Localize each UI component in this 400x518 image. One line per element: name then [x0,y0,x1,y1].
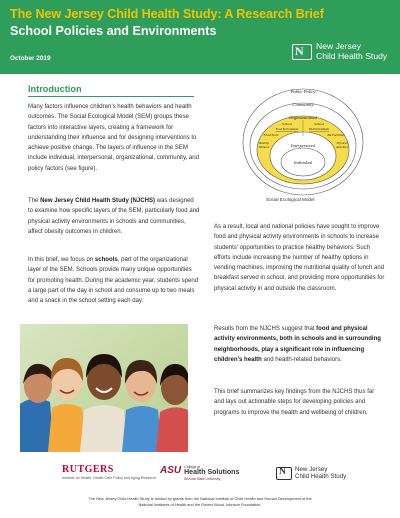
njchs-bold: New Jersey Child Health Study (NJCHS) [40,198,156,204]
footer-logo-line-2: Child Health Study [295,473,347,480]
text-run: , part of the organizational layer of the SEM. Schools provide many unique opportunities for promoting health. During the academic year, students spend a large part of the day in school and consume up to two meals and a snack in the school setting each day. [28,257,199,305]
intro-paragraph-2 [28,196,200,237]
right-paragraph-1: As a result, local and national policies have sought to improve food and physical activity environments in schools to increase students’ opportunities to practice healthy behaviors. Such efforts include increasing the number of healthy options in vending machines, improving the nutritional quality of lunch and breakfast served in school, and providing more opportunities for physical activity in and outside the classroom. [214,224,385,292]
layer-policy: Public Policy [290,89,316,94]
physical-label: Physical [336,141,348,145]
logo-line-2: Child Health Study [316,50,388,61]
brief-subtitle: School Policies and Environments [10,24,217,38]
footnote-line-2: National Institutes of Health and the Robert Wood Johnson Foundation. [138,502,262,508]
brief-date: October 2019 [10,55,51,62]
njchs-footer-logo [276,466,346,480]
text-run: and health-related behaviors. [261,356,342,363]
layer-individual: Individual [293,160,313,165]
school-food-sub: Food Environment [275,127,299,131]
asu-college-of: College of [184,465,201,469]
child-4-shirt [122,406,162,452]
layer-organizational: Organizational [289,115,317,120]
text-run: The [28,198,41,204]
funding-footnote [0,496,400,509]
asu-health-solutions: Health Solutions [184,469,240,476]
pa-facilities-label: PA Facilities [327,133,345,137]
footer-logo-line-1: New Jersey [295,466,328,473]
child-5-shirt [156,407,188,452]
workers-label: Workers [258,145,270,149]
nj-logo-icon [292,44,312,60]
child-2-shirt [48,404,86,452]
sem-caption: Social Ecological Model [266,197,315,202]
child-3-shirt [80,405,128,452]
school-food-label: School [282,122,292,126]
brief-title: The New Jersey Child Health Study: A Research Brief [10,7,324,21]
school-pa-sub: PA Environment [309,127,329,131]
right-paragraph-3: This brief summarizes key findings from the NJCHS thus far and lays out actionable steps for developing policies and programs to improve the health and wellbeing of children. [214,389,375,416]
layer-interpersonal: Interpersonal [291,143,315,148]
activities-label: Activities [336,145,348,149]
asu-mark: ASU [160,465,182,476]
rutgers-subtitle: Institute for Health, Health Care Policy and Aging Research [62,476,157,480]
school-pa-label: School [314,122,324,126]
introduction-heading: Introduction [28,84,82,94]
text-run: Results from the NJCHS suggest that [214,326,317,332]
layer-community: Community [292,102,314,107]
intro-paragraph-3 [28,255,200,306]
rutgers-wordmark: RUTGERS [62,464,114,475]
healthy-label: Healthy [258,141,270,145]
children-photo [20,324,188,452]
text-run: In this brief, we focus on [28,257,95,263]
asu-university: Arizona State University [184,477,221,482]
rutgers-logo [62,464,156,480]
njchs-logo [292,42,387,61]
social-ecological-model-diagram [240,84,370,196]
right-paragraph-2 [214,324,386,365]
key-finding-bold: food and physical activity environments, both in schools and in surrounding neighborhoods, play a significant role in influencing children’s health [214,326,381,363]
heading-divider [28,96,194,97]
header-banner [0,0,400,74]
food-store-label: Food Store [263,133,279,137]
asu-logo [160,465,239,481]
footnote-line-1: The New Jersey Child Health Study is funded by grants from the National Institute of Child Health and Human Development of the [88,496,312,501]
intro-paragraph-1: Many factors influence children’s health behaviors and health outcomes. The Social Ecological Model (SEM) groups these factors into interactive layers, creating a framework for understanding their influence and for designing interventions to achieve positive change. The layers of influence in the SEM include individual, interpersonal, organizational, community, and policy factors (see figure). [28,104,199,172]
text-run: was designed to examine how specific layers of the SEM, particularly food and physical activity environments in schools and communities, affect obesity outcomes in children. [28,198,200,235]
logo-line-1: New Jersey [316,41,361,51]
schools-bold: schools [94,257,118,263]
nj-logo-icon [276,467,292,480]
